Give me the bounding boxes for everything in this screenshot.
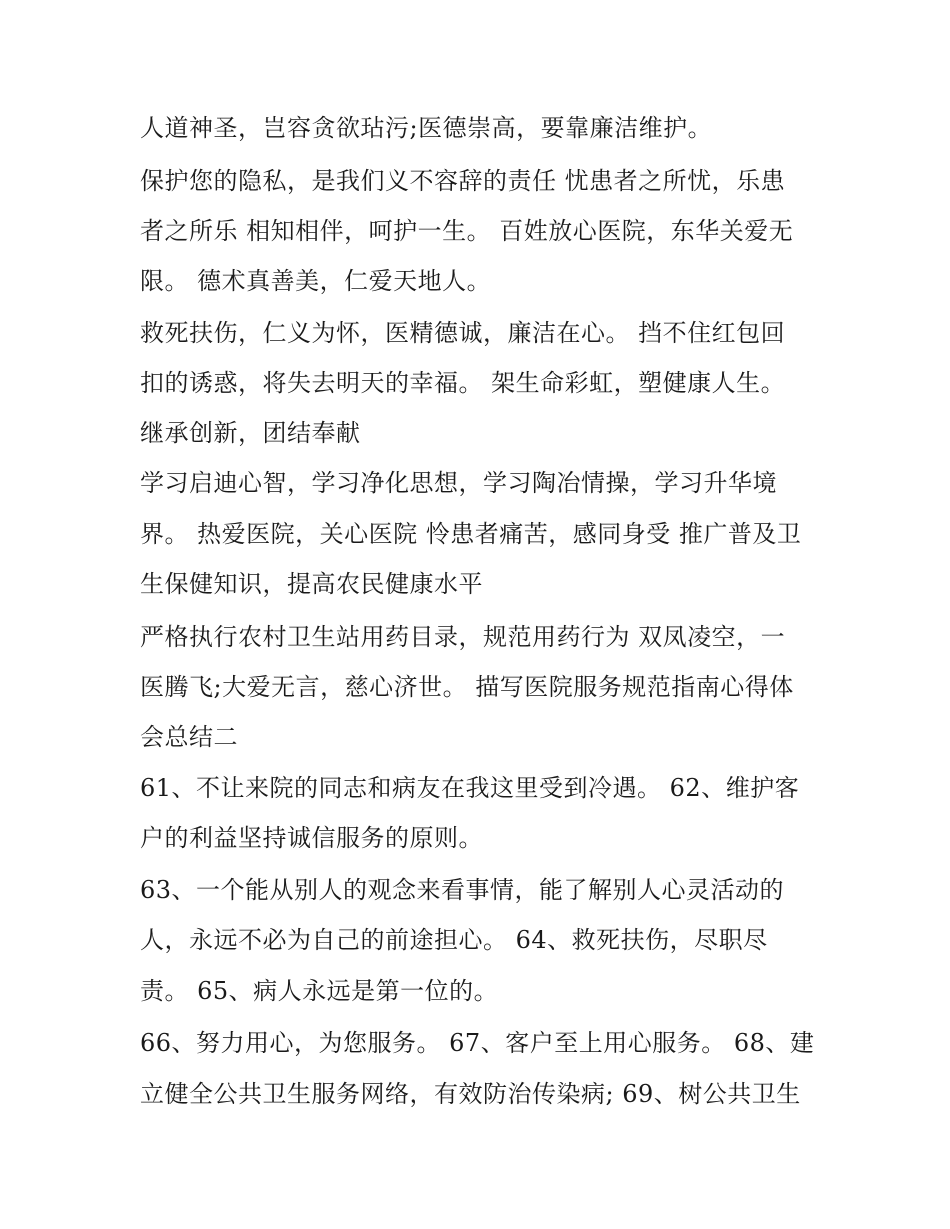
text-line: 医腾飞;大爱无言，慈心济世。 描写医院服务规范指南心得体	[140, 673, 794, 701]
text-line: 扣的诱惑，将失去明天的幸福。 架生命彩虹，塑健康人生。	[140, 369, 786, 397]
text-line: 人道神圣，岂容贪欲玷污;医德崇高，要靠廉洁维护。	[140, 114, 713, 142]
text-line: 63、一个能从别人的观念来看事情，能了解别人心灵活动的	[140, 876, 785, 904]
text-line: 界。 热爱医院，关心医院 怜患者痛苦，感同身受 推广普及卫	[140, 520, 802, 548]
text-line: 者之所乐 相知相伴，呵护一生。 百姓放心医院，东华关爱无	[140, 217, 794, 245]
text-line: 学习启迪心智，学习净化思想，学习陶冶情操，学习升华境	[140, 469, 777, 497]
text-line: 严格执行农村卫生站用药目录，规范用药行为 双凤凌空，一	[140, 623, 786, 651]
text-line: 继承创新，团结奉献	[140, 419, 361, 447]
text-line: 救死扶伤，仁义为怀，医精德诚，廉洁在心。 挡不住红包回	[140, 319, 786, 347]
text-line: 生保健知识，提高农民健康水平	[140, 570, 483, 598]
text-line: 户的利益坚持诚信服务的原则。	[140, 824, 483, 852]
text-line: 责。 65、病人永远是第一位的。	[140, 977, 499, 1005]
text-line: 人，永远不必为自己的前途担心。 64、救死扶伤，尽职尽	[140, 926, 768, 954]
text-line: 保护您的隐私，是我们义不容辞的责任 忧患者之所忧，乐患	[140, 167, 786, 195]
text-line: 立健全公共卫生服务网络，有效防治传染病; 69、树公共卫生	[140, 1080, 801, 1108]
text-line: 会总结二	[140, 723, 238, 751]
text-line: 66、努力用心，为您服务。 67、客户至上用心服务。 68、建	[140, 1029, 815, 1057]
text-line: 61、不让来院的同志和病友在我这里受到冷遇。 62、维护客	[140, 774, 800, 802]
text-line: 限。 德术真善美，仁爱天地人。	[140, 267, 492, 295]
